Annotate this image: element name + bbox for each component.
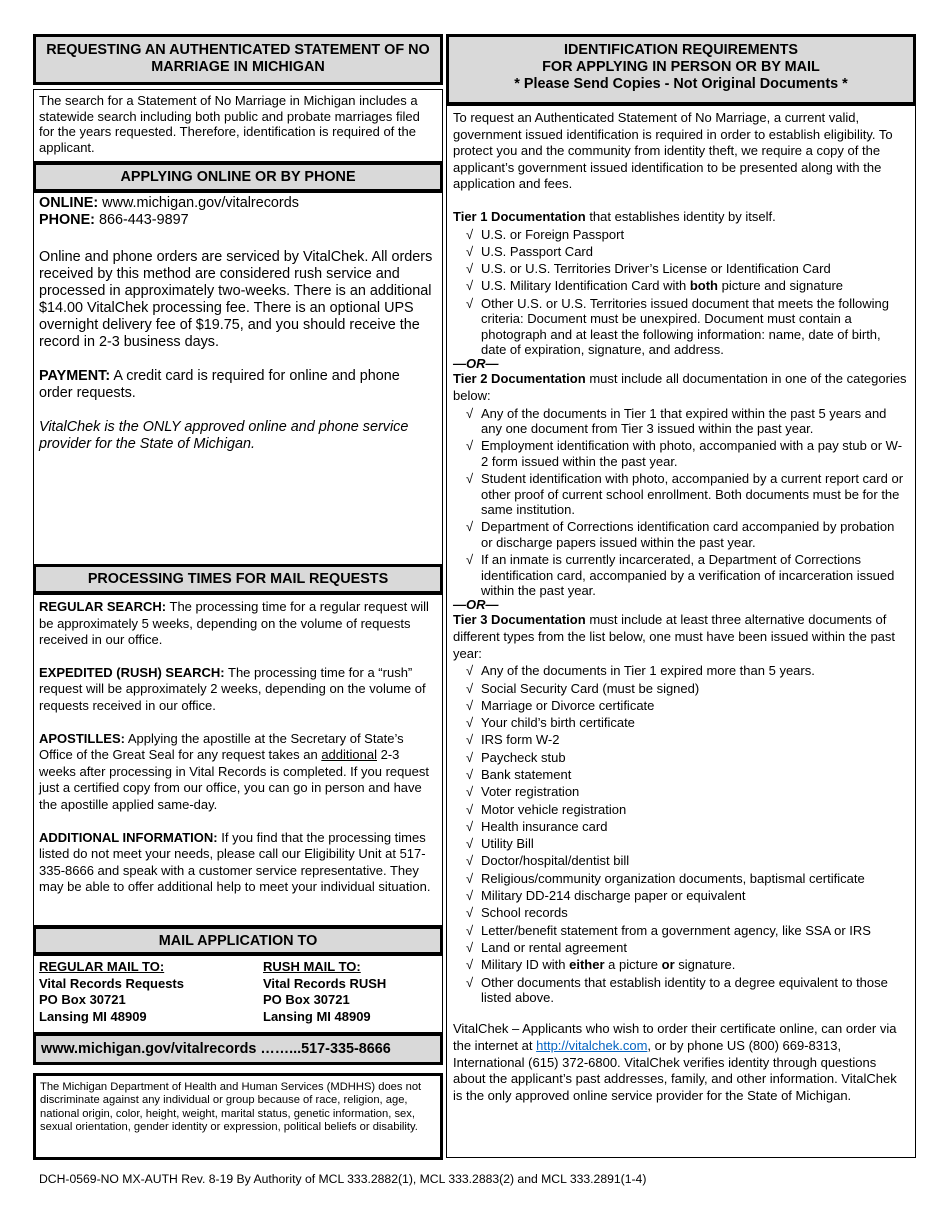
phone-line	[39, 212, 437, 229]
military-or: or	[661, 957, 675, 973]
check-icon: √	[466, 939, 474, 955]
right-title-line2: FOR APPLYING IN PERSON OR BY MAIL	[542, 59, 820, 75]
list-item	[453, 471, 909, 517]
list-item	[453, 975, 909, 1006]
rush-mail-address	[263, 959, 438, 1025]
check-icon: √	[466, 261, 474, 277]
check-icon: √	[466, 243, 474, 259]
payment-paragraph	[39, 368, 437, 402]
additional-label: ADDITIONAL INFORMATION:	[39, 829, 218, 845]
list-item	[453, 277, 909, 294]
apostilles-text-1: Applying the apostille at the Secretary of State’s Office of the Great Seal for any request takes an	[39, 730, 404, 763]
right-title-line1: IDENTIFICATION REQUIREMENTS	[564, 42, 798, 58]
list-item	[453, 835, 909, 852]
expedited-text: The processing time for a “rush” request will be approximately 2 weeks, depending on the volume of requests received in our office.	[39, 664, 426, 713]
list-item	[453, 852, 909, 869]
mail-heading-box	[33, 926, 443, 955]
tier1-text: that establishes identity by itself.	[589, 208, 776, 224]
intro-box	[33, 89, 443, 162]
list-item-text: Employment identification with photo, accompanied with a pay stub or W-2 form issued within the past year.	[481, 438, 903, 469]
list-item	[453, 818, 909, 835]
tier1-label: Tier 1 Documentation	[453, 208, 586, 224]
online-heading-box	[33, 162, 443, 192]
list-item-text: Other U.S. or U.S. Territories issued document that meets the following criteria: Document must be unexpired. Document must contain a photograph and at least the following information: name, date of birth, date of expiration, signature, and address.	[481, 295, 889, 357]
check-icon: √	[466, 715, 474, 731]
list-item	[453, 552, 909, 598]
military-post: signature.	[678, 957, 736, 973]
list-item	[453, 956, 909, 973]
vitalchek-link[interactable]: http://vitalchek.com	[536, 1037, 648, 1053]
check-icon: √	[466, 697, 474, 713]
or-divider: —OR—	[453, 597, 499, 613]
rush-mail-line2: PO Box 30721	[263, 992, 350, 1008]
check-icon: √	[466, 870, 474, 886]
check-icon: √	[466, 680, 474, 696]
list-item-text: Any of the documents in Tier 1 that expired within the past 5 years and any one document from Tier 3 issued within the past year.	[481, 405, 887, 436]
payment-text: A credit card is required for online and phone order requests.	[39, 368, 400, 401]
check-icon: √	[466, 818, 474, 834]
list-item-text: IRS form W-2	[481, 732, 560, 748]
military-id-pre: U.S. Military Identification Card with	[481, 278, 687, 294]
right-intro: To request an Authenticated Statement of No Marriage, a current valid, government issued identification is required in order to establish eligibility. To protect you and the community from identity theft, we require a copy of the applicant’s government issued identification to be presented along with the application and fees.	[453, 110, 893, 192]
rush-mail-line1: Vital Records RUSH	[263, 975, 387, 991]
list-item	[453, 714, 909, 731]
tier3-text: must include at least three alternative documents of different types from the list below, one must have been issued within the past year:	[453, 612, 896, 661]
list-item-text: Health insurance card	[481, 818, 608, 834]
left-title: REQUESTING AN AUTHENTICATED STATEMENT OF NO MARRIAGE IN MICHIGAN	[46, 42, 430, 75]
website-bar-text: www.michigan.gov/vitalrecords ……...517-335-8666	[41, 1041, 391, 1057]
list-item-text: Voter registration	[481, 784, 580, 800]
apostilles-paragraph	[39, 731, 437, 814]
list-item-text: If an inmate is currently incarcerated, a Department of Corrections identification card, accompanied by a verification of incarceration issued within the past year.	[481, 552, 895, 599]
or-divider: —OR—	[453, 356, 499, 372]
online-heading: APPLYING ONLINE OR BY PHONE	[120, 169, 356, 185]
expedited-label: EXPEDITED (RUSH) SEARCH:	[39, 664, 225, 680]
tier2-label: Tier 2 Documentation	[453, 371, 586, 387]
list-item-text: Letter/benefit statement from a government agency, like SSA or IRS	[481, 922, 871, 938]
regular-paragraph	[39, 599, 437, 649]
check-icon: √	[466, 663, 474, 679]
mail-section	[33, 955, 443, 1033]
apostilles-underlined: additional	[321, 747, 377, 763]
check-icon: √	[466, 278, 474, 294]
check-icon: √	[466, 405, 474, 421]
list-item	[453, 870, 909, 887]
list-item	[453, 904, 909, 921]
regular-mail-line1: Vital Records Requests	[39, 975, 184, 991]
list-item	[453, 226, 909, 243]
intro-text: The search for a Statement of No Marriage in Michigan includes a statewide search including both public and probate marriages filed for the years requested. Therefore, identification is required of the applicant.	[39, 93, 420, 155]
payment-label: PAYMENT:	[39, 368, 111, 384]
check-icon: √	[466, 749, 474, 765]
check-icon: √	[466, 438, 474, 454]
tier3-heading	[453, 612, 909, 662]
processing-heading: PROCESSING TIMES FOR MAIL REQUESTS	[87, 571, 389, 587]
check-icon: √	[466, 836, 474, 852]
tier3-label: Tier 3 Documentation	[453, 612, 586, 628]
list-item-text: Any of the documents in Tier 1 expired more than 5 years.	[481, 663, 815, 679]
list-item	[453, 680, 909, 697]
list-item	[453, 783, 909, 800]
list-item-text: U.S. or U.S. Territories Driver’s License or Identification Card	[481, 261, 831, 277]
military-pre: Military ID with	[481, 957, 566, 973]
left-column	[33, 34, 443, 1160]
list-item-text: Other documents that establish identity to a degree equivalent to those listed above.	[481, 974, 888, 1005]
phone-value: 866-443-9897	[98, 212, 189, 228]
list-item	[453, 939, 909, 956]
tier2-heading	[453, 371, 909, 404]
military-id-bold: both	[689, 278, 718, 294]
tier3-list	[453, 662, 909, 956]
list-item	[453, 406, 909, 437]
list-item	[453, 697, 909, 714]
check-icon: √	[466, 552, 474, 568]
expedited-paragraph	[39, 665, 437, 715]
phone-label: PHONE:	[39, 212, 95, 228]
online-label: ONLINE:	[39, 195, 99, 211]
left-title-box	[33, 34, 443, 85]
regular-label: REGULAR SEARCH:	[39, 599, 167, 614]
right-title-box	[446, 34, 916, 105]
check-icon: √	[466, 226, 474, 242]
check-icon: √	[466, 801, 474, 817]
list-item-text: Bank statement	[481, 767, 572, 782]
list-item-text: Utility Bill	[481, 836, 534, 852]
vitalchek-paragraph	[453, 1021, 909, 1104]
website-bar	[33, 1033, 443, 1065]
vitalchek-text-2: , or by phone US (800) 669-8313, International (615) 372-6800. VitalChek verifies identity through questions about the applicant’s past addresses, family, and other information. VitalChek is the only approved online service provider for the State of Michigan.	[453, 1037, 897, 1103]
regular-mail-label: REGULAR MAIL TO:	[39, 959, 165, 974]
list-item-text: U.S. or Foreign Passport	[481, 226, 625, 242]
list-item	[453, 243, 909, 260]
orders-text: Online and phone orders are serviced by VitalChek. All orders received by this method are considered rush service and processed in approximately two-weeks. There is an additional $14.00 VitalChek processing fee. There is an optional UPS overnight delivery fee of $19.75, and you should receive the record in 2-3 business days.	[39, 249, 433, 350]
right-column	[446, 34, 916, 1158]
list-item-text: Marriage or Divorce certificate	[481, 697, 655, 713]
nondiscrimination-box	[33, 1073, 443, 1160]
online-value: www.michigan.gov/vitalrecords	[102, 195, 299, 211]
check-icon: √	[466, 957, 474, 973]
processing-section	[33, 594, 443, 926]
list-item-text: Motor vehicle registration	[481, 801, 627, 817]
check-icon: √	[466, 905, 474, 921]
regular-mail-line2: PO Box 30721	[39, 992, 126, 1008]
list-item	[453, 731, 909, 748]
vitalchek-text-1: VitalChek – Applicants who wish to order their certificate online, can order via the internet at	[453, 1021, 897, 1053]
list-item	[453, 766, 909, 783]
mail-heading: MAIL APPLICATION TO	[158, 933, 318, 949]
check-icon: √	[466, 853, 474, 869]
list-item-text: Religious/community organization documents, baptismal certificate	[481, 870, 865, 886]
apostilles-label: APOSTILLES:	[39, 730, 125, 746]
tier1-heading	[453, 209, 909, 226]
list-item-text: Doctor/hospital/dentist bill	[481, 853, 630, 869]
list-item-text: Land or rental agreement	[481, 939, 627, 955]
military-id-post: picture and signature	[721, 278, 844, 294]
list-item	[453, 296, 909, 358]
military-mid: a picture	[608, 957, 659, 973]
list-item-text: School records	[481, 905, 568, 921]
tier2-text: must include all documentation in one of the categories below:	[453, 371, 907, 403]
nondiscrimination-text: The Michigan Department of Health and Human Services (MDHHS) does not discriminate against any individual or group because of race, religion, age, national origin, color, height, weight, marital status, genetic information, sex, sexual orientation, gender identity or expression, political beliefs or disability.	[40, 1081, 422, 1133]
list-item-text: U.S. Passport Card	[481, 243, 593, 259]
list-item	[453, 887, 909, 904]
list-item	[453, 519, 909, 550]
processing-heading-box	[33, 564, 443, 594]
list-item-text: Social Security Card (must be signed)	[481, 680, 700, 696]
rush-mail-line3: Lansing MI 48909	[263, 1008, 371, 1024]
check-icon: √	[466, 471, 474, 487]
check-icon: √	[466, 295, 474, 311]
regular-mail-address	[39, 959, 249, 1025]
online-section	[33, 192, 443, 565]
right-body	[446, 105, 916, 1158]
check-icon: √	[466, 519, 474, 535]
rush-mail-label: RUSH MAIL TO:	[263, 959, 361, 974]
list-item	[453, 922, 909, 939]
list-item	[453, 749, 909, 766]
check-icon: √	[466, 784, 474, 800]
list-item	[453, 438, 909, 469]
list-item-text: Department of Corrections identification card accompanied by probation or discharge papers issued within the past year.	[481, 519, 895, 550]
military-either: either	[569, 957, 605, 973]
list-item-text: Paycheck stub	[481, 749, 566, 765]
list-item-text: Student identification with photo, accompanied by a current report card or other proof of current school enrollment. Both documents must be for the same institution.	[481, 471, 904, 517]
footer: DCH-0569-NO MX-AUTH Rev. 8-19 By Authority of MCL 333.2882(1), MCL 333.2883(2) and MCL 333.2891(1-4)	[39, 1172, 647, 1186]
check-icon: √	[466, 888, 474, 904]
vitalchek-note: VitalChek is the ONLY approved online and phone service provider for the State of Michigan.	[39, 419, 409, 452]
additional-paragraph	[39, 830, 437, 896]
check-icon: √	[466, 767, 474, 782]
check-icon: √	[466, 922, 474, 938]
right-title-line3: * Please Send Copies - Not Original Documents *	[514, 76, 848, 92]
list-item	[453, 260, 909, 277]
additional-text: If you find that the processing times listed do not meet your needs, please call our Eligibility Unit at 517-335-8666 and speak with a customer service representative. They may be able to offer additional help to meet your individual situation.	[39, 829, 431, 895]
regular-mail-line3: Lansing MI 48909	[39, 1008, 147, 1024]
online-line	[39, 195, 437, 212]
check-icon: √	[466, 974, 474, 990]
list-item	[453, 662, 909, 679]
list-item-text: Your child’s birth certificate	[481, 715, 635, 731]
apostilles-text-2: 2-3 weeks after processing in Vital Records is completed. If you request just a certified copy from our office, you can go in person and have the apostille applied same-day.	[39, 747, 429, 812]
check-icon: √	[466, 732, 474, 748]
list-item	[453, 801, 909, 818]
list-item-text: Military DD-214 discharge paper or equivalent	[481, 888, 746, 904]
regular-text: The processing time for a regular request will be approximately 5 weeks, depending on the volume of requests received in our office.	[39, 599, 429, 648]
